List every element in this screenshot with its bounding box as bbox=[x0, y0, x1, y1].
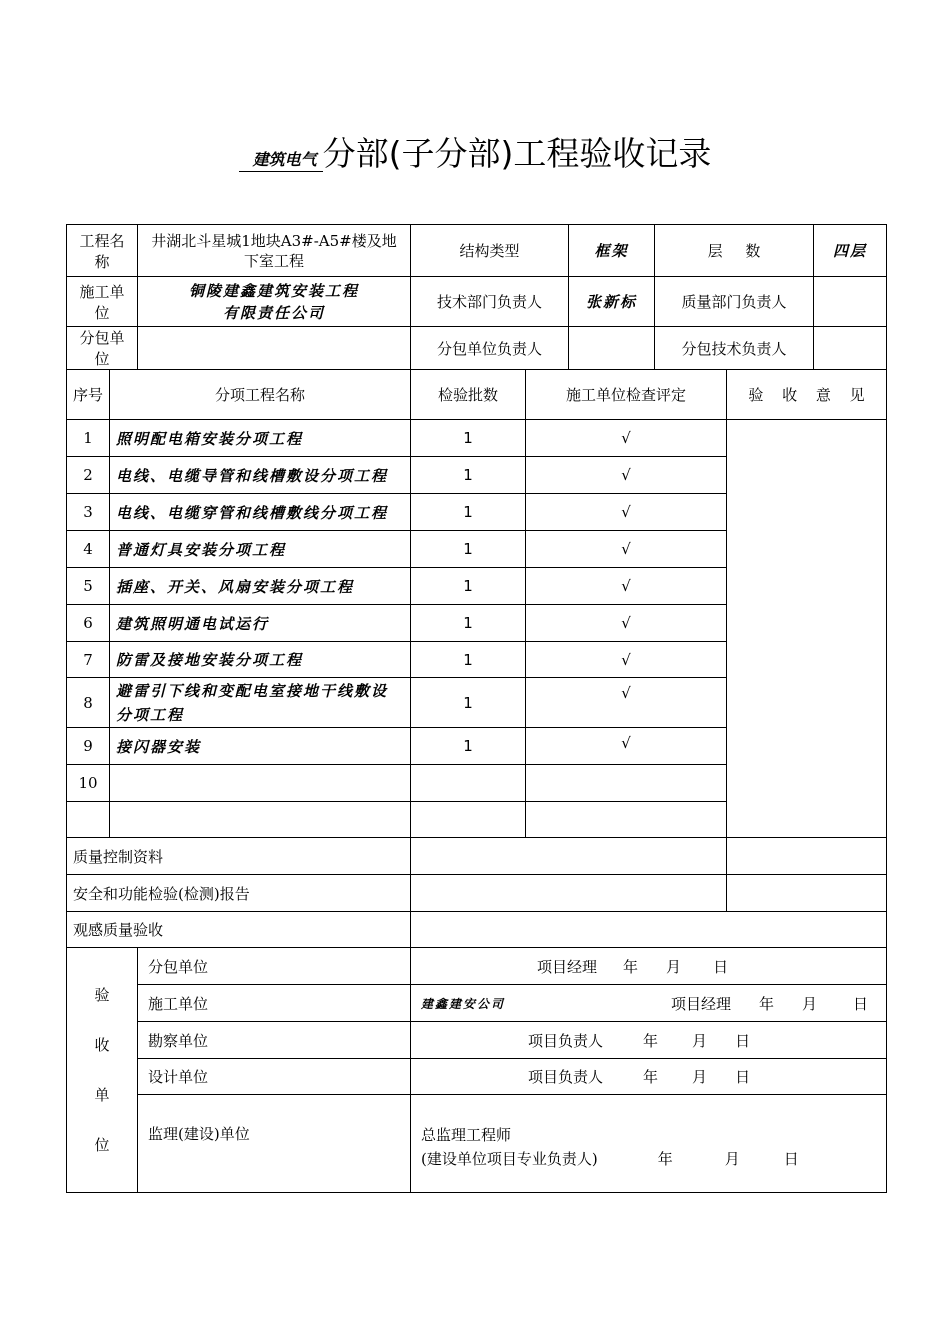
item-seq: 7 bbox=[67, 642, 110, 678]
subcontract-tech-head-value bbox=[814, 327, 887, 370]
item-batches: 1 bbox=[411, 568, 526, 605]
item-batches: 1 bbox=[411, 420, 526, 457]
batches-header: 检验批数 bbox=[411, 370, 526, 420]
item-batches: 1 bbox=[411, 678, 526, 728]
item-name bbox=[110, 802, 411, 838]
item-name bbox=[110, 678, 411, 728]
appearance-label: 观感质量验收 bbox=[67, 912, 411, 948]
item-check bbox=[526, 802, 727, 838]
quality-control-row bbox=[67, 838, 887, 875]
item-check: √ bbox=[526, 728, 727, 765]
item-name: 电线、电缆导管和线槽敷设分项工程 bbox=[110, 457, 411, 494]
title-handwritten-prefix: 建筑电气 bbox=[239, 147, 323, 172]
item-batches: 1 bbox=[411, 642, 526, 678]
design-unit-label: 设计单位 bbox=[138, 1059, 411, 1095]
item-check: √ bbox=[526, 605, 727, 642]
item-check: √ bbox=[526, 531, 727, 568]
item-batches: 1 bbox=[411, 728, 526, 765]
item-seq: 2 bbox=[67, 457, 110, 494]
item-name: 建筑照明通电试运行 bbox=[110, 605, 411, 642]
item-check: √ bbox=[526, 678, 727, 728]
subcontract-unit-label: 分包单位 bbox=[67, 327, 138, 370]
item-name: 接闪器安装 bbox=[110, 728, 411, 765]
subcontract-tech-head-label: 分包技术负责人 bbox=[655, 327, 814, 370]
item-check: √ bbox=[526, 494, 727, 531]
item-batches: 1 bbox=[411, 605, 526, 642]
item-row bbox=[67, 420, 887, 457]
item-check: √ bbox=[526, 457, 727, 494]
item-check: √ bbox=[526, 420, 727, 457]
item-seq bbox=[67, 802, 110, 838]
item-name-header: 分项工程名称 bbox=[110, 370, 411, 420]
opinion-header: 验 收 意 见 bbox=[727, 370, 887, 420]
item-batches: 1 bbox=[411, 531, 526, 568]
item-seq: 3 bbox=[67, 494, 110, 531]
item-batches: 1 bbox=[411, 494, 526, 531]
safety-function-value bbox=[411, 875, 727, 912]
item-name bbox=[110, 765, 411, 802]
quality-control-value bbox=[411, 838, 727, 875]
project-name-row bbox=[67, 225, 887, 277]
supervision-unit-label: 监理(建设)单位 bbox=[138, 1095, 411, 1193]
safety-function-label: 安全和功能检验(检测)报告 bbox=[67, 875, 411, 912]
opinion-cell bbox=[727, 420, 887, 838]
chief-supervisor-label: 总监理工程师 bbox=[421, 1126, 512, 1144]
item-name: 电线、电缆穿管和线槽敷线分项工程 bbox=[110, 494, 411, 531]
item-seq: 5 bbox=[67, 568, 110, 605]
subcontract-head-value bbox=[569, 327, 655, 370]
construction-unit-row bbox=[67, 277, 887, 327]
seq-header: 序号 bbox=[67, 370, 110, 420]
subcontract-head-label: 分包单位负责人 bbox=[411, 327, 569, 370]
item-name: 插座、开关、风扇安装分项工程 bbox=[110, 568, 411, 605]
subcontract-sign-line: 项目经理 年 月 日 bbox=[411, 948, 887, 985]
document-title bbox=[0, 128, 950, 175]
construction-unit-value bbox=[138, 277, 411, 327]
project-name-label: 工程名称 bbox=[67, 225, 138, 277]
item-batches bbox=[411, 765, 526, 802]
item-seq: 10 bbox=[67, 765, 110, 802]
item-seq: 4 bbox=[67, 531, 110, 568]
acceptance-units-label: 验 收 单 位 bbox=[67, 948, 138, 1193]
evaluation-header: 施工单位检查评定 bbox=[526, 370, 727, 420]
floors-label: 层 数 bbox=[655, 225, 814, 277]
title-main: 分部(子分部)工程验收记录 bbox=[322, 134, 712, 173]
item-name-line1: 避雷引下线和变配电室接地干线敷设 bbox=[116, 681, 389, 700]
item-name: 普通灯具安装分项工程 bbox=[110, 531, 411, 568]
acceptance-survey-row bbox=[67, 1022, 887, 1059]
survey-sign-line: 项目负责人 年 月 日 bbox=[411, 1022, 887, 1059]
design-sign-line: 项目负责人 年 月 日 bbox=[411, 1059, 887, 1095]
construction-sign-line: 建鑫建安公司 项目经理 年 月 日 bbox=[411, 985, 887, 1022]
construction-unit-value-line2: 有限责任公司 bbox=[223, 303, 326, 322]
safety-function-opinion bbox=[727, 875, 887, 912]
item-seq: 8 bbox=[67, 678, 110, 728]
item-name-line2: 分项工程 bbox=[116, 705, 185, 724]
item-seq: 1 bbox=[67, 420, 110, 457]
acceptance-subcontract-row bbox=[67, 948, 887, 985]
supervision-sign-block bbox=[411, 1095, 887, 1193]
subcontract-unit-value bbox=[138, 327, 411, 370]
item-check bbox=[526, 765, 727, 802]
construction-unit-label-2: 施工单位 bbox=[138, 985, 411, 1022]
item-check: √ bbox=[526, 568, 727, 605]
item-seq: 6 bbox=[67, 605, 110, 642]
item-name: 防雷及接地安装分项工程 bbox=[110, 642, 411, 678]
survey-unit-label: 勘察单位 bbox=[138, 1022, 411, 1059]
safety-function-row bbox=[67, 875, 887, 912]
acceptance-supervision-row bbox=[67, 1095, 887, 1193]
acceptance-record-table bbox=[66, 224, 887, 1193]
items-header-row bbox=[67, 370, 887, 420]
item-seq: 9 bbox=[67, 728, 110, 765]
quality-control-label: 质量控制资料 bbox=[67, 838, 411, 875]
construction-unit-signature: 建鑫建安公司 bbox=[421, 996, 506, 1011]
subcontract-unit-label-2: 分包单位 bbox=[138, 948, 411, 985]
item-batches: 1 bbox=[411, 457, 526, 494]
quality-control-opinion bbox=[727, 838, 887, 875]
acceptance-construction-row bbox=[67, 985, 887, 1022]
item-batches bbox=[411, 802, 526, 838]
structure-type-value: 框架 bbox=[569, 225, 655, 277]
quality-dept-head-value bbox=[814, 277, 887, 327]
acceptance-design-row bbox=[67, 1059, 887, 1095]
owner-rep-line: (建设单位项目专业负责人) 年 月 日 bbox=[421, 1150, 799, 1168]
tech-dept-head-value: 张新标 bbox=[569, 277, 655, 327]
appearance-value bbox=[411, 912, 887, 948]
tech-dept-head-label: 技术部门负责人 bbox=[411, 277, 569, 327]
construction-unit-value-line1: 铜陵建鑫建筑安装工程 bbox=[189, 281, 360, 300]
project-name-value: 井湖北斗星城1地块A3#-A5#楼及地下室工程 bbox=[138, 225, 411, 277]
structure-type-label: 结构类型 bbox=[411, 225, 569, 277]
floors-value: 四层 bbox=[814, 225, 887, 277]
subcontract-unit-row bbox=[67, 327, 887, 370]
appearance-row bbox=[67, 912, 887, 948]
item-check: √ bbox=[526, 642, 727, 678]
construction-unit-label: 施工单位 bbox=[67, 277, 138, 327]
quality-dept-head-label: 质量部门负责人 bbox=[655, 277, 814, 327]
item-name: 照明配电箱安装分项工程 bbox=[110, 420, 411, 457]
